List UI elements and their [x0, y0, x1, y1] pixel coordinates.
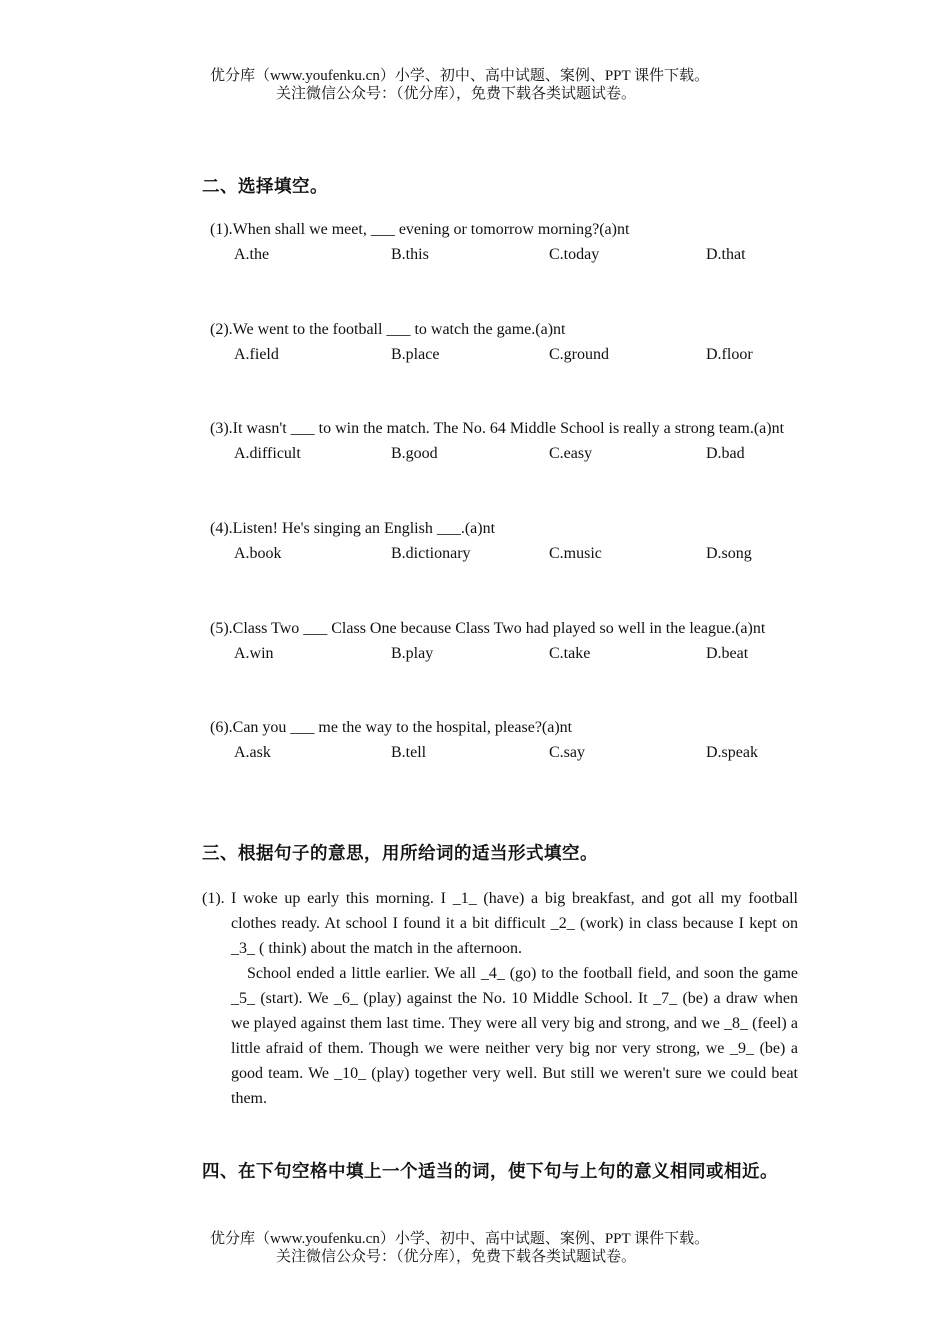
question-5: (5).Class Two ___ Class One because Class Two had played so well in the league.(a)nt [210, 620, 766, 637]
option-d: D.beat [706, 645, 749, 662]
option-c: C.easy [549, 445, 593, 462]
question-6-options [234, 744, 834, 764]
option-d: D.speak [706, 744, 758, 761]
option-c: C.ground [549, 346, 609, 363]
question-4-options [234, 545, 834, 565]
passage-paragraph-2: School ended a little earlier. We all _4_ (go) to the football field, and soon the game _5_ (start). We _6_ (play) against the No. 10 Middle School. It _7_ (be) a draw when we played against them last time. They were all very big and strong, and we _8_ (feel) a little afraid of them. Though we were neither very big nor very strong, we _9_ (be) a good team. We _10_ (play) together very well. But still we weren't sure we could beat them. [231, 965, 798, 1107]
option-b: B.dictionary [391, 545, 471, 562]
option-c: C.today [549, 246, 600, 263]
option-b: B.tell [391, 744, 427, 761]
footer-line-1: 优分库（www.youfenku.cn）小学、初中、高中试题、案例、PPT 课件下载。 [210, 1231, 710, 1247]
header-line-1: 优分库（www.youfenku.cn）小学、初中、高中试题、案例、PPT 课件下载。 [210, 68, 710, 84]
fill-in-passage [202, 886, 798, 1111]
question-6: (6).Can you ___ me the way to the hospital, please?(a)nt [210, 719, 573, 736]
option-b: B.play [391, 645, 434, 662]
option-a: A.the [234, 246, 270, 263]
option-a: A.book [234, 545, 282, 562]
option-a: A.field [234, 346, 279, 363]
section-3-title: 三、根据句子的意思，用所给词的适当形式填空。 [202, 844, 598, 864]
header-line-2: 关注微信公众号：（优分库），免费下载各类试题试卷。 [276, 86, 637, 102]
option-c: C.take [549, 645, 591, 662]
passage-number: (1). [202, 890, 225, 907]
option-b: B.good [391, 445, 438, 462]
question-4: (4).Listen! He's singing an English ___.(a)nt [210, 520, 496, 537]
footer-line-2: 关注微信公众号：（优分库），免费下载各类试题试卷。 [276, 1249, 637, 1265]
option-d: D.bad [706, 445, 745, 462]
question-2: (2).We went to the football ___ to watch the game.(a)nt [210, 321, 566, 338]
option-d: D.that [706, 246, 746, 263]
section-2-title: 二、选择填空。 [202, 177, 328, 197]
option-b: B.place [391, 346, 440, 363]
option-c: C.music [549, 545, 602, 562]
option-b: B.this [391, 246, 429, 263]
passage-paragraph-1: I woke up early this morning. I _1_ (have) a big breakfast, and got all my football clothes ready. At school I found it a bit difficult _2_ (work) in class because I kept on _3_ ( think) about the match in the afternoon. [231, 890, 798, 957]
option-a: A.win [234, 645, 274, 662]
question-1: (1).When shall we meet, ___ evening or tomorrow morning?(a)nt [210, 221, 630, 238]
question-3-options [234, 445, 834, 465]
question-2-options [234, 346, 834, 366]
option-d: D.floor [706, 346, 753, 363]
question-5-options [234, 645, 834, 665]
question-1-options [234, 246, 834, 266]
option-a: A.difficult [234, 445, 301, 462]
section-4-title: 四、在下句空格中填上一个适当的词，使下句与上句的意义相同或相近。 [202, 1162, 778, 1182]
option-c: C.say [549, 744, 585, 761]
question-3: (3).It wasn't ___ to win the match. The No. 64 Middle School is really a strong team.(a)nt [210, 420, 785, 437]
option-a: A.ask [234, 744, 271, 761]
option-d: D.song [706, 545, 752, 562]
